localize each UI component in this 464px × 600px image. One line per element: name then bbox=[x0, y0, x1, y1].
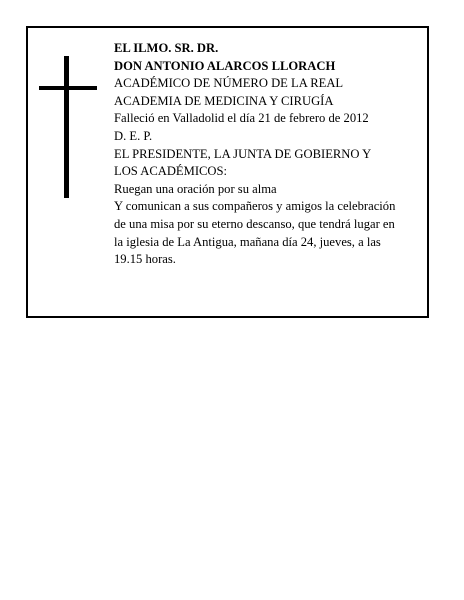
announcers-line-2: LOS ACADÉMICOS: bbox=[114, 164, 228, 179]
deceased-name: DON ANTONIO ALARCOS LLORACH bbox=[114, 58, 336, 73]
mass-announcement-line-2: de una misa por su eterno descanso, que tendrá lugar en bbox=[114, 216, 395, 231]
announcers-line-1: EL PRESIDENTE, LA JUNTA DE GOBIERNO Y bbox=[114, 146, 372, 161]
deceased-position-line-1: ACADÉMICO DE NÚMERO DE LA REAL bbox=[114, 76, 344, 91]
mass-announcement-line-3: la iglesia de La Antigua, mañana día 24, jueves, a las bbox=[114, 234, 381, 249]
deceased-honorific: EL ILMO. SR. DR. bbox=[114, 41, 219, 55]
death-announcement: Falleció en Valladolid el día 21 de febrero de 2012 bbox=[114, 111, 369, 126]
mass-announcement-line-4: 19.15 horas. bbox=[114, 252, 176, 267]
cross-vertical-bar bbox=[64, 56, 69, 198]
mass-announcement-line-1: Y comunican a sus compañeros y amigos la celebración bbox=[114, 199, 396, 214]
rest-in-peace: D. E. P. bbox=[114, 128, 153, 143]
obituary-notice bbox=[26, 26, 429, 318]
deceased-position-line-2: ACADEMIA DE MEDICINA Y CIRUGÍA bbox=[114, 93, 334, 108]
prayer-request: Ruegan una oración por su alma bbox=[114, 181, 277, 196]
notice-text bbox=[114, 40, 426, 269]
cross-horizontal-bar bbox=[39, 86, 97, 90]
